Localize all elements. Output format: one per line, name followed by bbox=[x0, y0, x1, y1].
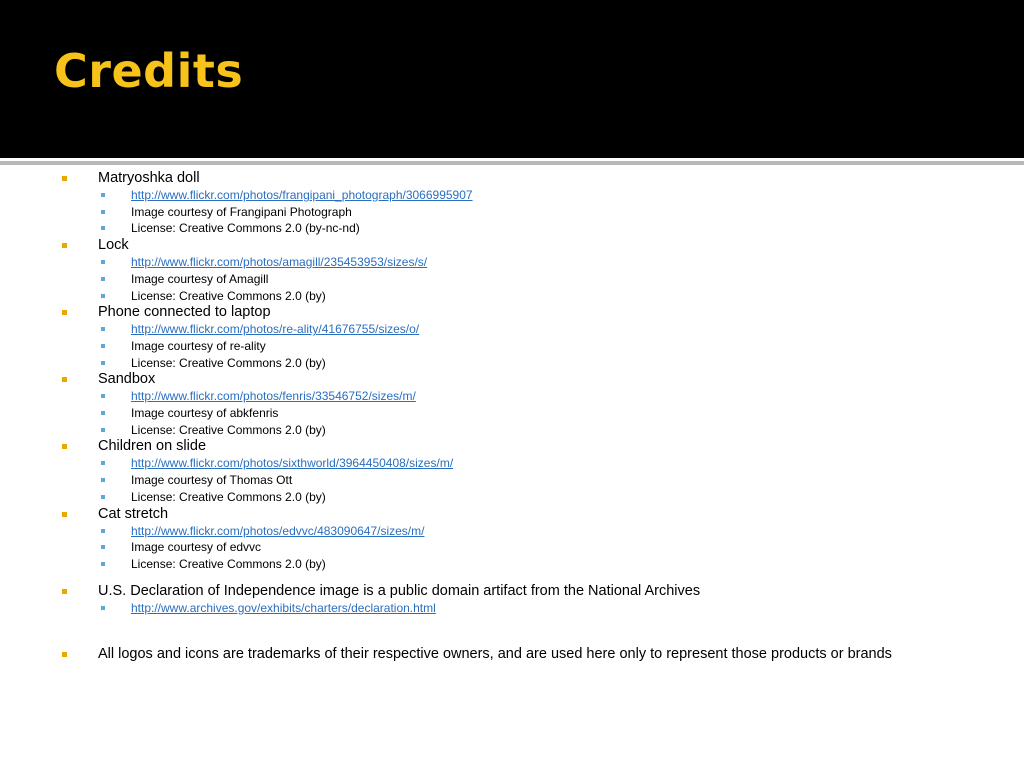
credit-heading-cat: Cat stretch bbox=[0, 506, 1024, 523]
credits-list bbox=[0, 170, 1024, 663]
credit-license: License: Creative Commons 2.0 (by-nc-nd) bbox=[0, 220, 1024, 237]
square-bullet-icon bbox=[101, 562, 105, 566]
credit-url-link[interactable]: http://www.flickr.com/photos/fenris/33546752/sizes/m/ bbox=[131, 389, 416, 404]
credit-license: License: Creative Commons 2.0 (by) bbox=[0, 489, 1024, 506]
square-bullet-icon bbox=[62, 310, 67, 315]
declaration-url-link[interactable]: http://www.archives.gov/exhibits/charters/declaration.html bbox=[131, 600, 436, 615]
credit-courtesy: Image courtesy of abkfenris bbox=[0, 405, 1024, 422]
square-bullet-icon bbox=[101, 545, 105, 549]
declaration-link-item[interactable] bbox=[0, 600, 1024, 617]
square-bullet-icon bbox=[62, 512, 67, 517]
square-bullet-icon bbox=[101, 428, 105, 432]
credit-link[interactable] bbox=[0, 388, 1024, 405]
credit-license: License: Creative Commons 2.0 (by) bbox=[0, 422, 1024, 439]
credit-license: License: Creative Commons 2.0 (by) bbox=[0, 355, 1024, 372]
credit-url-link[interactable]: http://www.flickr.com/photos/sixthworld/3964450408/sizes/m/ bbox=[131, 456, 454, 471]
credit-link[interactable] bbox=[0, 187, 1024, 204]
credit-heading-children: Children on slide bbox=[0, 438, 1024, 455]
credit-courtesy: Image courtesy of Amagill bbox=[0, 271, 1024, 288]
credit-heading-lock: Lock bbox=[0, 237, 1024, 254]
slide-header bbox=[0, 0, 1024, 158]
square-bullet-icon bbox=[62, 176, 67, 181]
credit-link[interactable] bbox=[0, 523, 1024, 540]
square-bullet-icon bbox=[101, 461, 105, 465]
credit-courtesy: Image courtesy of Thomas Ott bbox=[0, 472, 1024, 489]
credit-heading-phone: Phone connected to laptop bbox=[0, 304, 1024, 321]
square-bullet-icon bbox=[101, 606, 105, 610]
credits-content bbox=[0, 170, 1024, 663]
square-bullet-icon bbox=[62, 652, 67, 657]
credit-url-link[interactable]: http://www.flickr.com/photos/re-ality/41676755/sizes/o/ bbox=[131, 322, 420, 337]
square-bullet-icon bbox=[62, 589, 67, 594]
square-bullet-icon bbox=[101, 327, 105, 331]
credit-url-link[interactable]: http://www.flickr.com/photos/amagill/235453953/sizes/s/ bbox=[131, 255, 428, 270]
declaration-note: U.S. Declaration of Independence image is a public domain artifact from the National Archives bbox=[0, 583, 1024, 600]
header-divider bbox=[0, 161, 1024, 165]
credit-courtesy: Image courtesy of re-ality bbox=[0, 338, 1024, 355]
square-bullet-icon bbox=[101, 294, 105, 298]
credit-license: License: Creative Commons 2.0 (by) bbox=[0, 288, 1024, 305]
trademark-note: All logos and icons are trademarks of their respective owners, and are used here only to represent those products or brands bbox=[0, 646, 1024, 663]
credit-courtesy: Image courtesy of edvvc bbox=[0, 539, 1024, 556]
credit-link[interactable] bbox=[0, 321, 1024, 338]
credit-license: License: Creative Commons 2.0 (by) bbox=[0, 556, 1024, 573]
credit-link[interactable] bbox=[0, 455, 1024, 472]
square-bullet-icon bbox=[62, 243, 67, 248]
square-bullet-icon bbox=[101, 210, 105, 214]
square-bullet-icon bbox=[101, 361, 105, 365]
square-bullet-icon bbox=[62, 377, 67, 382]
square-bullet-icon bbox=[101, 226, 105, 230]
square-bullet-icon bbox=[101, 344, 105, 348]
credit-heading-matryoshka: Matryoshka doll bbox=[0, 170, 1024, 187]
square-bullet-icon bbox=[101, 260, 105, 264]
credit-url-link[interactable]: http://www.flickr.com/photos/frangipani_photograph/3066995907 bbox=[131, 188, 473, 202]
square-bullet-icon bbox=[62, 444, 67, 449]
square-bullet-icon bbox=[101, 478, 105, 482]
credit-heading-sandbox: Sandbox bbox=[0, 371, 1024, 388]
credit-courtesy: Image courtesy of Frangipani Photograph bbox=[0, 204, 1024, 221]
square-bullet-icon bbox=[101, 193, 105, 197]
square-bullet-icon bbox=[101, 277, 105, 281]
square-bullet-icon bbox=[101, 394, 105, 398]
square-bullet-icon bbox=[101, 411, 105, 415]
slide-title: Credits bbox=[54, 44, 244, 98]
square-bullet-icon bbox=[101, 529, 105, 533]
credit-link[interactable] bbox=[0, 254, 1024, 271]
square-bullet-icon bbox=[101, 495, 105, 499]
credit-url-link[interactable]: http://www.flickr.com/photos/edvvc/483090647/sizes/m/ bbox=[131, 523, 425, 538]
